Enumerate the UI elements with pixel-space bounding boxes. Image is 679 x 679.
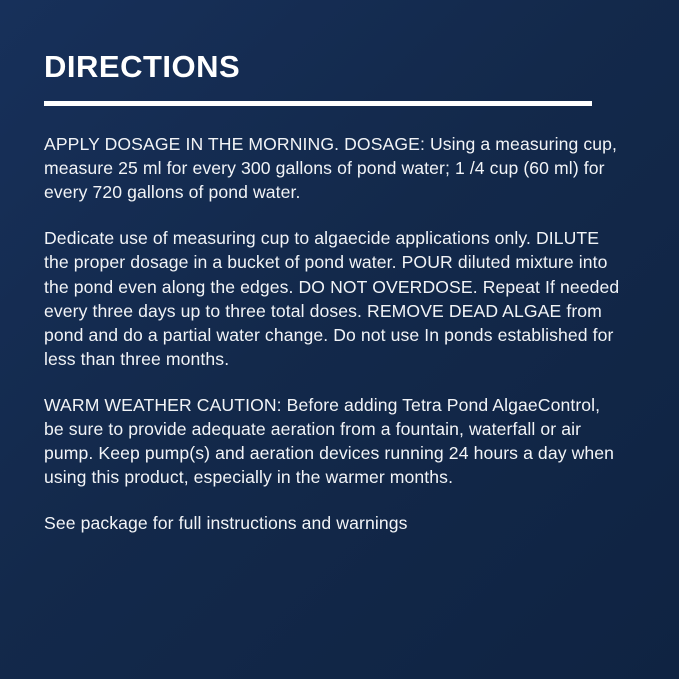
directions-paragraph-dosage: APPLY DOSAGE IN THE MORNING. DOSAGE: Using a measuring cup, measure 25 ml for every 300 gallons of pond water; 1 /4 cup (60 ml) for every 720 gallons of pond water.	[44, 134, 622, 203]
directions-paragraph-warm-weather-caution: WARM WEATHER CAUTION: Before adding Tetra Pond AlgaeControl, be sure to provide adequate aeration from a fountain, waterfall or air pump. Keep pump(s) and aeration devices running 24 hours a day when using this product, especially in the warmer months.	[44, 394, 620, 488]
directions-paragraph-application: Dedicate use of measuring cup to algaecide applications only. DILUTE the proper dosage in a bucket of pond water. POUR diluted mixture into the pond even along the edges. DO NOT OVERDOSE. Repeat If needed every three days up to three total doses. REMOVE DEAD ALGAE from pond and do a partial water change. Do not use In ponds established for less than three months.	[44, 228, 625, 369]
directions-body	[44, 132, 635, 535]
directions-paragraph-package-note: See package for full instructions and warnings	[44, 513, 408, 534]
title-divider	[44, 101, 592, 106]
page-title: DIRECTIONS	[44, 49, 241, 84]
